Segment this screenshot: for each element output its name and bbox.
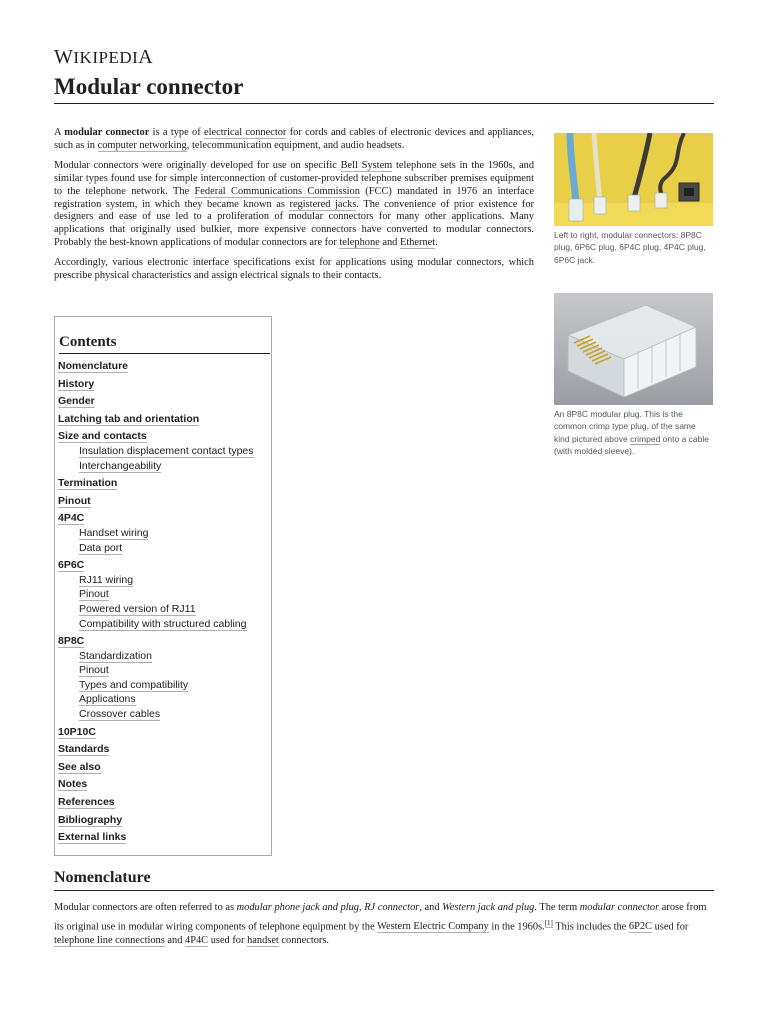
link-electrical-connector[interactable]: electrical connector: [204, 127, 287, 138]
link-handset[interactable]: handset: [247, 935, 279, 947]
figure-caption-2: [554, 408, 713, 458]
text: for cords and cables of electronic devices and appliances, such as in: [54, 127, 535, 151]
toc-item: [58, 429, 270, 473]
text: . The term: [534, 902, 580, 913]
intro-paragraph-1: [54, 127, 534, 153]
toc-sublink[interactable]: Powered version of RJ11: [79, 602, 196, 615]
toc-item: [58, 634, 270, 722]
text: used for: [208, 935, 248, 947]
toc-subitem: [79, 541, 270, 556]
toc-subitem: [79, 649, 270, 664]
toc-sublink[interactable]: Types and compatibility: [79, 678, 189, 691]
reference-1[interactable]: [1]: [544, 918, 553, 927]
toc-link[interactable]: Size and contacts: [58, 430, 147, 443]
toc-sublink[interactable]: Interchangeability: [79, 459, 162, 472]
toc-link[interactable]: Standards: [58, 743, 110, 756]
italic-term: modular connector: [579, 902, 660, 913]
figure-caption-1: Left to right, modular connectors: 8P8C plug, 6P6C plug, 6P4C plug, 4P4C plug, 6P6C jack.: [554, 230, 706, 265]
toc-sublink[interactable]: Standardization: [79, 649, 152, 662]
text: telephone sets in the 1960s, and similar types found use for simple interconnection of customer-provided telephone subscriber premises equipment to the telephone network. The: [54, 159, 535, 197]
link-telephone-line-connections[interactable]: telephone line connections: [54, 935, 165, 947]
toc-sublist: [58, 573, 270, 631]
figure-modular-connectors: [554, 133, 713, 266]
toc-link[interactable]: Notes: [58, 778, 88, 791]
link-bell-system[interactable]: Bell System: [340, 159, 393, 171]
link-registered-jacks[interactable]: registered jacks: [289, 198, 357, 210]
text: .: [435, 237, 438, 249]
toc-item: [58, 394, 270, 409]
wordmark-last: A: [138, 46, 154, 68]
toc-link[interactable]: Latching tab and orientation: [58, 412, 200, 425]
link-computer-networking[interactable]: computer networking: [97, 139, 187, 151]
toc-sublist: [58, 526, 270, 555]
toc-link[interactable]: History: [58, 377, 95, 390]
toc-item: [58, 558, 270, 631]
toc-item: [58, 476, 270, 491]
toc-subitem: [79, 663, 270, 678]
intro-paragraph-2: [54, 160, 534, 250]
link-telephone[interactable]: telephone: [339, 237, 380, 249]
toc-link[interactable]: See also: [58, 760, 101, 773]
toc-subitem: [79, 692, 270, 707]
text: ,: [359, 902, 365, 913]
toc-subitem: [79, 602, 270, 617]
link-4p4c[interactable]: 4P4C: [185, 935, 209, 947]
toc-item: [58, 742, 270, 757]
toc-subitem: [79, 573, 270, 588]
toc-link[interactable]: Termination: [58, 477, 118, 490]
text: Modular connectors are often referred to as: [54, 902, 237, 913]
text: A: [54, 127, 65, 138]
toc-link[interactable]: 4P4C: [58, 512, 85, 525]
toc-link[interactable]: Bibliography: [58, 813, 123, 826]
text: onto a cable (with molded sleeve).: [554, 433, 709, 457]
text: is a type of: [149, 127, 205, 138]
toc-link[interactable]: 10P10C: [58, 725, 96, 738]
toc-item: [58, 830, 270, 845]
toc-item: [58, 377, 270, 392]
wordmark-rest: IKIPEDI: [73, 48, 139, 67]
toc-item: [58, 795, 270, 810]
text: and: [164, 935, 185, 947]
intro-column: [54, 127, 534, 290]
toc-subitem: [79, 526, 270, 541]
toc-subitem: [79, 459, 270, 474]
toc-sublink[interactable]: Crossover cables: [79, 708, 161, 721]
toc-sublist: [58, 649, 270, 722]
toc-item: [58, 511, 270, 555]
toc-link[interactable]: External links: [58, 831, 127, 844]
toc-link[interactable]: Gender: [58, 395, 95, 408]
text: . The convenience of prior existence for designers and ease of use led to a proliferation of modular connectors for many other applications. Many applications that originally used bulkier, more expensive connectors have converted to modular connectors. Probably the best-known applications of modular connectors are for: [54, 198, 535, 249]
text: and: [379, 237, 400, 249]
link-ethernet[interactable]: Ethernet: [399, 237, 436, 249]
text: connectors.: [278, 935, 330, 947]
wikipedia-wordmark[interactable]: [54, 46, 153, 69]
italic-term: modular phone jack and plug: [236, 902, 359, 913]
toc-item: [58, 494, 270, 509]
toc-sublink[interactable]: Pinout: [79, 588, 109, 601]
toc-item: [58, 725, 270, 740]
link-6p2c[interactable]: 6P2C: [628, 920, 652, 932]
8p8c-plug-photo[interactable]: [554, 293, 713, 405]
toc-sublink[interactable]: Handset wiring: [79, 526, 149, 539]
intro-paragraph-3: Accordingly, various electronic interface specifications exist for applications using modular connectors, which prescribe physical characteristics and assign electrical signals to their contacts.: [54, 257, 534, 282]
toc-item: [58, 412, 270, 427]
table-of-contents: [54, 316, 272, 856]
toc-subitem: [79, 444, 270, 459]
modular-connectors-photo[interactable]: [554, 133, 713, 226]
toc-title: Contents: [59, 334, 270, 354]
toc-link[interactable]: Pinout: [58, 494, 91, 507]
nomenclature-paragraph: [54, 901, 714, 949]
wordmark-first: W: [54, 46, 74, 68]
text: used for: [652, 920, 689, 932]
toc-subitem: [79, 617, 270, 632]
link-crimped[interactable]: crimped: [630, 433, 661, 444]
page-title: Modular connector: [54, 74, 714, 104]
toc-link[interactable]: 6P6C: [58, 559, 85, 572]
toc-sublink[interactable]: Applications: [79, 693, 136, 706]
toc-sublink[interactable]: Data port: [79, 541, 123, 554]
text: An 8P8C modular plug. This is the common crimp type plug, of the same kind pictured above: [554, 409, 696, 444]
toc-item: [58, 359, 270, 374]
toc-link[interactable]: 8P8C: [58, 635, 85, 648]
link-western-electric[interactable]: Western Electric Company: [377, 920, 489, 932]
toc-subitem: [79, 707, 270, 722]
italic-term: RJ connector: [364, 902, 420, 913]
toc-item: [58, 813, 270, 828]
text: , telecommunication equipment, and audio headsets.: [186, 139, 405, 151]
text: (FCC) mandated in 1976 an interface registration system, in which they became known as: [54, 185, 534, 210]
toc-link[interactable]: References: [58, 796, 115, 809]
section-heading-nomenclature: Nomenclature: [54, 869, 714, 891]
toc-sublink[interactable]: Pinout: [79, 664, 109, 677]
toc-link[interactable]: Nomenclature: [58, 360, 129, 372]
toc-sublink[interactable]: RJ11 wiring: [79, 573, 134, 586]
text: in the 1960s.: [488, 920, 545, 932]
text: This includes the: [552, 920, 629, 932]
text: Modular connectors were originally developed for use on specific: [54, 159, 341, 171]
figure-8p8c-plug: [554, 293, 713, 458]
toc-sublist: [58, 444, 270, 473]
bold-term: modular connector: [64, 127, 150, 138]
toc-list: [58, 359, 270, 848]
toc-sublink[interactable]: Insulation displacement contact types: [79, 444, 254, 457]
toc-subitem: [79, 587, 270, 602]
italic-term: Western jack and plug: [442, 902, 535, 913]
toc-item: [58, 777, 270, 792]
toc-subitem: [79, 678, 270, 693]
text: , and: [419, 902, 443, 913]
toc-sublink[interactable]: Compatibility with structured cabling: [79, 617, 247, 630]
toc-item: [58, 760, 270, 775]
link-fcc[interactable]: Federal Communications Commission: [194, 185, 360, 197]
text: arose from its original use in modular wiring components of telephone equipment by the: [54, 902, 707, 932]
